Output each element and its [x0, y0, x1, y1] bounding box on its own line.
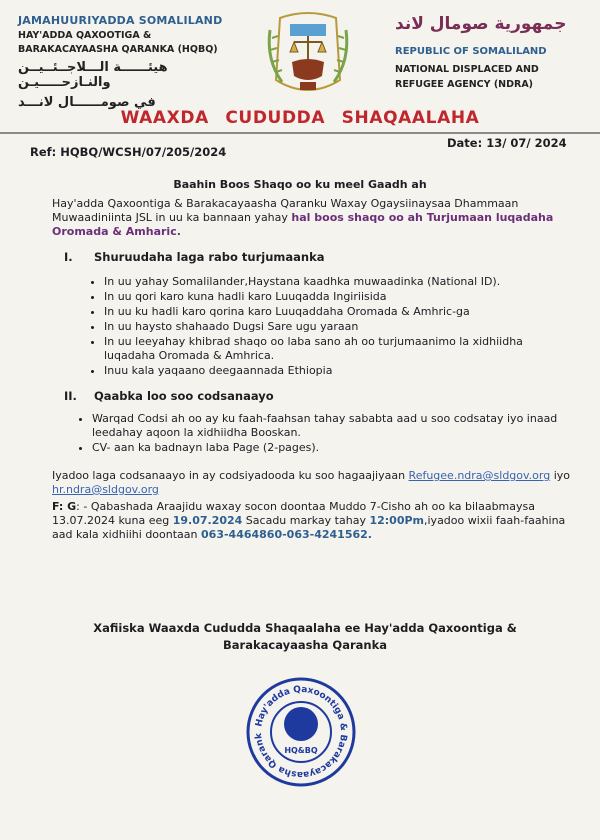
reference-number: Ref: HQBQ/WCSH/07/205/2024 — [30, 145, 227, 159]
section1-title: Shuruudaha laga rabo turjumaanka — [94, 250, 325, 264]
document-date: Date: 13/ 07/ 2024 — [447, 136, 567, 150]
list-item: • In uu leeyahay khibrad shaqo oo laba sano ah oo turjumaanimo la xidhiidha luqadaha Oromada & Amhrica. — [104, 335, 560, 363]
section2-number: II. — [64, 389, 77, 403]
intro-highlight: hal boos shaqo oo ah Turjumaan luqadaha Oromada & Amharic. — [52, 211, 554, 238]
header-left-arabic2: في صومــــــال لانـــد — [18, 95, 156, 110]
department-title: WAAXDA CUDUDDA SHAQAALAHA — [120, 108, 480, 128]
note-text3: ,iyadoo wixii faah-faahina aad kala xidhiihi doontaan — [52, 514, 566, 541]
department-title-bar — [0, 108, 600, 128]
deadline-note — [52, 500, 572, 542]
contact-phones: 063-4464860-063-4241562. — [201, 528, 372, 541]
requirements-list — [90, 275, 560, 379]
apply-joiner: iyo — [550, 469, 571, 482]
list-item: • In uu qori karo kuna hadli karo Luuqadda Ingiriisida — [104, 290, 560, 304]
header-divider — [0, 132, 600, 134]
email-link-refugee[interactable]: Refugee.ndra@sldgov.org — [408, 469, 551, 482]
section1-heading — [64, 250, 325, 264]
header-left-block — [18, 14, 258, 110]
intro-paragraph — [52, 197, 572, 239]
header-right-line3: REFUGEE AGENCY (NDRA) — [395, 79, 534, 90]
section2-title: Qaabka loo soo codsanaayo — [94, 389, 274, 403]
intro-text: Hay'adda Qaxoontiga & Barakacayaasha Qaranku Waxay Ogaysiinaysaa Dhammaan Muwaadiniinta JSL in uu ka bannaan yahay — [52, 197, 519, 224]
header-right-line1: REPUBLIC OF SOMALILAND — [395, 46, 547, 57]
header-right-arabic: جمهورية صومال لاند — [395, 14, 567, 34]
list-item: • CV- aan ka badnayn laba Page (2-pages). — [92, 441, 558, 455]
list-item: • In uu haysto shahaado Dugsi Sare ugu yaraan — [104, 320, 560, 334]
issuing-office: Xafiiska Waaxda Cududda Shaqaalaha ee Hay'adda Qaxoontiga & Barakacayaasha Qaranka — [93, 621, 517, 652]
apply-text: Iyadoo laga codsanaayo in ay codsiyadooda ku soo hagaajiyaan — [52, 469, 409, 482]
header-right-block — [395, 14, 590, 91]
section2-heading — [64, 389, 274, 403]
stamp-ring-text: Hay'adda Qaxoontiga & Barakacayaasha Qarank — [253, 684, 349, 780]
header-left-line3: BARAKACAYAASHA QARANKA (HQBQ) — [18, 44, 218, 55]
deadline-date: 19.07.2024 — [172, 514, 243, 527]
list-item: • In uu yahay Somalilander,Haystana kaadhka muwaadinka (National ID). — [104, 275, 560, 289]
apply-paragraph — [52, 469, 572, 497]
note-label: F: G — [52, 500, 77, 513]
notice-heading: Baahin Boos Shaqo oo ku meel Gaadh ah — [173, 178, 427, 191]
header-left-line2: HAY'ADDA QAXOOTIGA & — [18, 30, 152, 41]
official-stamp-icon — [245, 676, 357, 788]
header-left-line1: JAMAHUURIYADDA SOMALILAND — [18, 14, 223, 27]
coat-of-arms-icon — [260, 10, 356, 96]
list-item: • Inuu kala yaqaano deegaannada Ethiopia — [104, 364, 560, 378]
list-item: • In uu ku hadli karo qorina karo Luuqaddaha Oromada & Amhric-ga — [104, 305, 560, 319]
list-item: • Warqad Codsi ah oo ay ku faah-faahsan tahay sababta aad u soo codsatay iyo inaad leedahay aqoon la xidhiidha Booskan. — [92, 412, 558, 440]
application-list — [78, 412, 558, 456]
email-link-hr[interactable]: hr.ndra@sldgov.org — [52, 483, 159, 496]
note-text1: : - Qabashada Araajidu waxay socon doontaa Muddo 7-Cisho ah oo ka bilaabmaysa 13.07.2024 kuna eeg — [52, 500, 535, 527]
header-left-arabic1: هيئــــــة الـــلاجــئــيــن والنـازحـــــيـن — [18, 60, 168, 90]
stamp-center-text: HQ&BQ — [284, 746, 318, 755]
deadline-time: 12:00Pm — [369, 514, 424, 527]
section1-number: I. — [64, 250, 73, 264]
note-text2: Sacadu markay tahay — [242, 514, 370, 527]
header-right-line2: NATIONAL DISPLACED AND — [395, 64, 539, 75]
